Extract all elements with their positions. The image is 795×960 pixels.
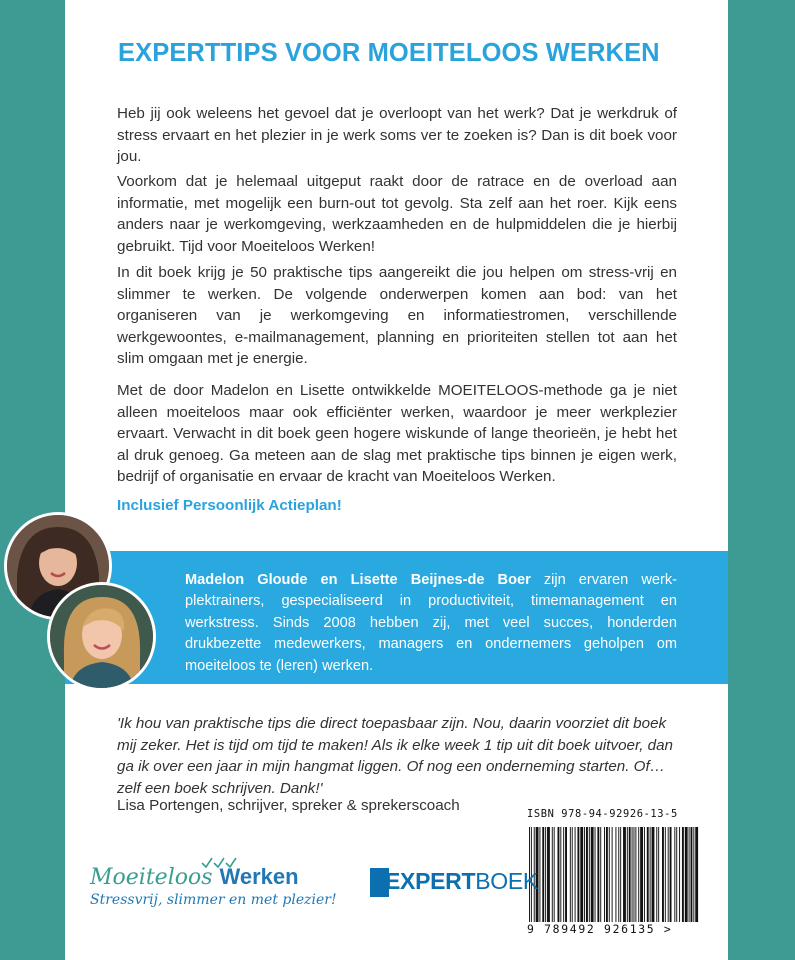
barcode-bar [670,827,672,922]
barcode-bar [545,827,546,922]
barcode-bar [623,827,626,922]
barcode-bar [600,827,601,922]
brand-tagline: Stressvrij, slimmer en met plezier! [90,892,337,908]
topics-paragraph: In dit boek krijg je 50 praktische tips aangereikt die jou helpen om stress-vrij en slimmer te werken. De volgende onderwerpen komen aan bod: van het organiseren van je werkomgeving en informatiestromen, verschillende werkgewoontes, e-mailmanagement, planning en prioriteiten stellen tot aan het slim omgaan met je energie. [117,264,677,368]
barcode-bar [609,827,610,922]
barcode-bar [554,827,555,922]
author-photo-lisette [47,582,156,691]
barcode-bar [638,827,639,922]
barcode-bar [685,827,688,922]
barcode-bar [689,827,690,922]
barcode-bar [539,827,540,922]
barcode-bar [679,827,680,922]
brand-name-part1: Moeiteloos [90,865,213,890]
prevent-burnout-paragraph: Voorkom dat je helemaal uitgeput raakt door de ratrace en de overload aan informatie, met mogelijk een burn-out tot gevolg. Sta zelf aan het roer. Kijk eens anders naar je werkomgeving, werkzaamheden en de hulpmiddelen die je hierbij gebruikt. Tijd voor Moeiteloos Werken! [117,173,677,255]
barcode-bar [604,827,605,922]
barcode-bar [563,827,564,922]
brand-name-part2: Werken [219,864,299,889]
barcode-bar [662,827,664,922]
barcode-bar [620,827,621,922]
barcode-bar [612,827,613,922]
barcode-bar [615,827,616,922]
isbn-label: ISBN 978-94-92926-13-5 [527,808,678,820]
barcode-bar [575,827,576,922]
barcode-bar [627,827,628,922]
barcode-bar [584,827,585,922]
intro-paragraph: Heb jij ook weleens het gevoel dat je overloopt van het werk? Dat je werkdruk of stress ervaart en het plezier in je werk soms ver te zoeken is? Dan is dit boek voor jou. [117,105,677,166]
barcode-bar [658,827,659,922]
barcode-bar [682,827,684,922]
barcode-bar [580,827,583,922]
barcode-bar [560,827,561,922]
barcode-bar [591,827,594,922]
portrait-lisette-icon [50,585,153,688]
barcode-bar [597,827,599,922]
barcode-bar [542,827,544,922]
publisher-name-part2: BOEK [475,868,538,894]
right-teal-border [728,0,795,960]
author-bio [185,570,677,677]
barcode-bar [647,827,649,922]
barcode-bar [665,827,666,922]
brand-name [90,864,299,890]
barcode-bar [634,827,635,922]
barcode-bar [676,827,677,922]
action-plan-highlight: Inclusief Persoonlijk Actieplan! [117,497,342,514]
author-bio-text: zijn ervaren werk-plektrainers, gespecialiseerd in productiviteit, timemanagement en werkstress. Sinds 2008 hebben zij, met veel succes, honderden drukbezette medewerkers, managers en ondernemers geholpen om moeiteloos te (leren) werken. [185,572,677,674]
barcode-bar [595,827,596,922]
barcode-bar [565,827,567,922]
barcode-bar [552,827,553,922]
publisher-name [384,868,538,895]
barcode-bar [572,827,573,922]
barcode-bar [693,827,694,922]
method-paragraph: Met de door Madelon en Lisette ontwikkelde MOEITELOOS-methode ga je niet alleen moeiteloos maar ook efficiënter werken, waardoor je meer werkplezier ervaart. Verwacht in dit boek geen hogere wiskunde of lange theorieën, je hebt het al druk genoeg. Ga meteen aan de slag met praktische tips binnen je eigen werk, bedrijf of organisatie en ervaar de kracht van Moeiteloos Werken. [117,382,677,486]
barcode-bar [547,827,550,922]
barcode-bar [632,827,633,922]
barcode-digits: 9 789492 926135 > [527,922,673,936]
barcode-bar [644,827,645,922]
barcode-bar [668,827,669,922]
barcode-bar [652,827,655,922]
expertboek-logo [370,863,538,903]
barcode-bar [558,827,560,922]
barcode-bar [656,827,657,922]
barcode-bar [606,827,608,922]
barcode-bar [695,827,698,922]
barcode-bar [691,827,693,922]
barcode-bar [570,827,571,922]
barcode-bar [589,827,590,922]
barcode-bar [650,827,651,922]
barcode-bar [577,827,579,922]
testimonial-author: Lisa Portengen, schrijver, spreker & sprekerscoach [117,797,460,814]
barcode-bar [629,827,631,922]
barcode-bar [674,827,675,922]
barcode-bar [635,827,636,922]
cover-title: EXPERTTIPS VOOR MOEITELOOS WERKEN [118,39,660,67]
author-names: Madelon Gloude en Lisette Beijnes-de Boer [185,572,531,588]
moeiteloos-werken-logo [90,860,337,920]
testimonial-quote: 'Ik hou van praktische tips die direct toepasbaar zijn. Nou, daarin voorziet dit boek mij zeker. Het is tijd om tijd te maken! Als ik elke week 1 tip uit dit boek uitvoer, dan ga ik over een jaar in mijn hangmat liggen. Of nog een onderneming starten. Of… zelf een boek schrijven. Dank!' [117,715,673,797]
publisher-name-part1: EXPERT [385,868,476,894]
barcode-bar [618,827,619,922]
barcode-bar [640,827,643,922]
isbn-barcode [527,827,699,922]
barcode-bar [586,827,588,922]
left-teal-border [0,0,65,960]
